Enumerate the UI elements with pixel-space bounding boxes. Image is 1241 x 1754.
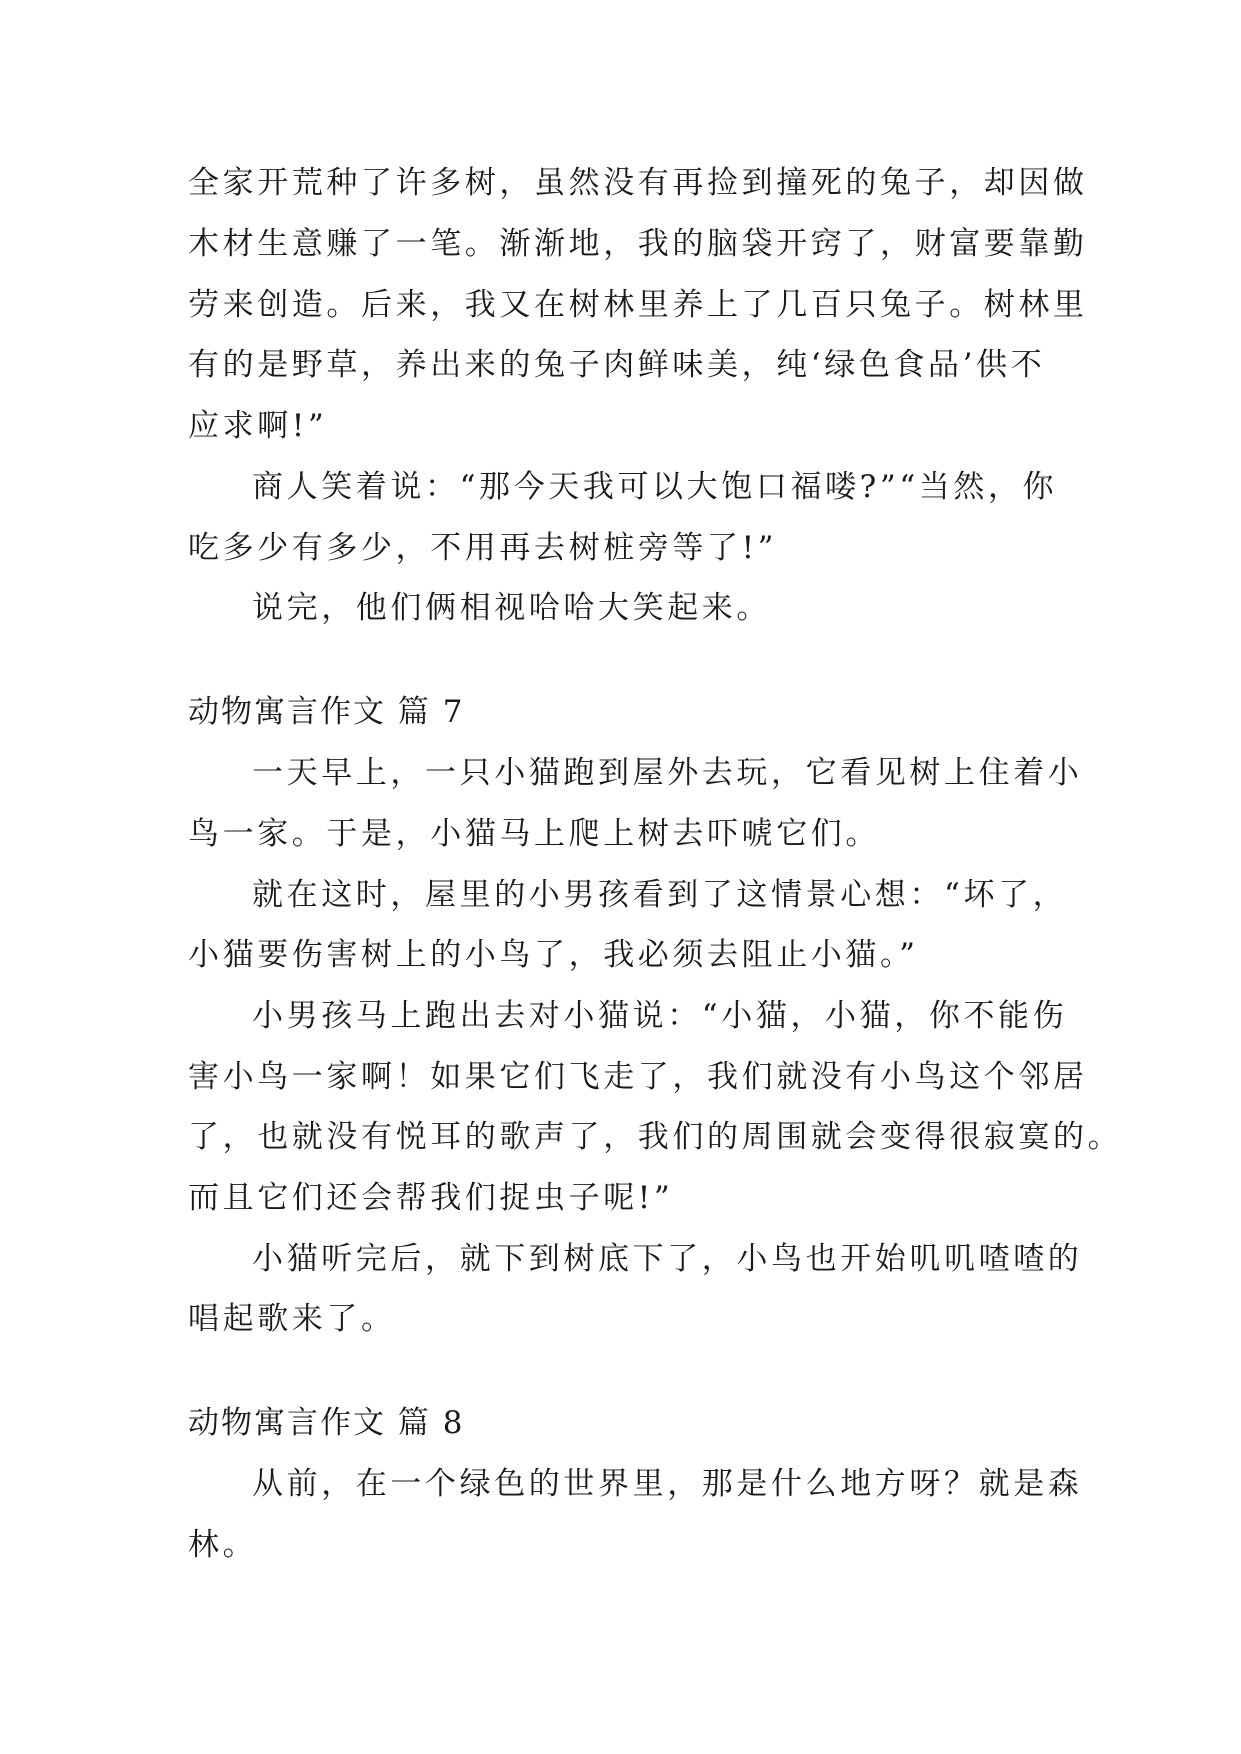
text-line: 唱起歌来了。 — [188, 1301, 396, 1337]
text-line: 林。 — [188, 1527, 258, 1563]
text-line: 害小鸟一家啊！如果它们飞走了，我们就没有小鸟这个邻居 — [188, 1059, 1088, 1095]
paragraph-first-line: 就在这时，屋里的小男孩看到了这情景心想：“坏了， — [252, 877, 1068, 913]
text-line: 劳来创造。后来，我又在树林里养上了几百只兔子。树林里 — [188, 287, 1088, 323]
text-line: 鸟一家。于是，小猫马上爬上树去吓唬它们。 — [188, 816, 880, 852]
text-line: 了，也就没有悦耳的歌声了，我们的周围就会变得很寂寞的。 — [188, 1119, 1123, 1155]
paragraph-first-line: 说完，他们俩相视哈哈大笑起来。 — [252, 590, 771, 626]
paragraph-first-line: 小猫听完后，就下到树底下了，小鸟也开始叽叽喳喳的 — [252, 1241, 1083, 1277]
paragraph-first-line: 一天早上，一只小猫跑到屋外去玩，它看见树上住着小 — [252, 755, 1083, 791]
text-line: 木材生意赚了一笔。渐渐地，我的脑袋开窍了，财富要靠勤 — [188, 226, 1088, 262]
text-line: 而且它们还会帮我们捉虫子呢!” — [188, 1180, 674, 1216]
text-line: 全家开荒种了许多树，虽然没有再捡到撞死的兔子，却因做 — [188, 165, 1088, 201]
paragraph-first-line: 小男孩马上跑出去对小猫说：“小猫，小猫，你不能伤 — [252, 998, 1068, 1034]
text-line: 应求啊!” — [188, 408, 328, 444]
text-line: 有的是野草，养出来的兔子肉鲜味美，纯‘绿色食品’供不 — [188, 347, 1046, 383]
paragraph-first-line: 从前，在一个绿色的世界里，那是什么地方呀？就是森 — [252, 1466, 1083, 1502]
paragraph-first-line: 商人笑着说：“那今天我可以大饱口福喽?”“当然，你 — [252, 469, 1058, 505]
text-line: 吃多少有多少，不用再去树桩旁等了!” — [188, 530, 778, 566]
section-heading: 动物寓言作文 篇 7 — [188, 694, 465, 730]
text-line: 小猫要伤害树上的小鸟了，我必须去阻止小猫。” — [188, 937, 919, 973]
section-heading: 动物寓言作文 篇 8 — [188, 1405, 465, 1441]
